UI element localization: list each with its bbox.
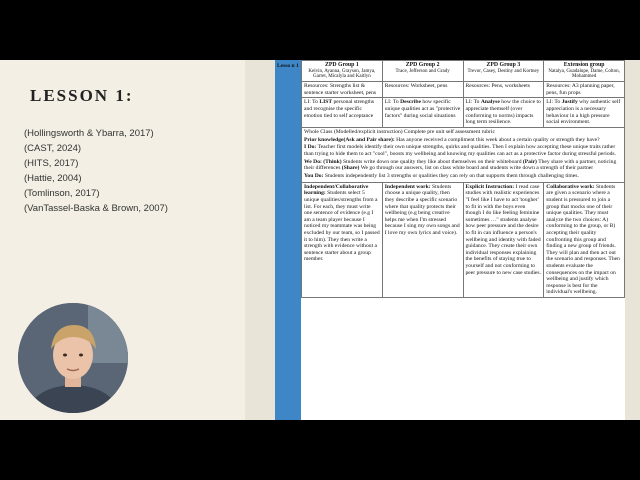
group-header-row — [302, 61, 625, 82]
activity-cell: Independent work: Students choose a unique quality, then they describe a specific scenario where that quality protects their wellbeing (e.g being creative helps me when I'm stressed because I sing my own songs and I love my own lyrics and voice). — [382, 182, 463, 297]
presenter-image — [18, 303, 128, 413]
group-header: ZPD Group 1 Kelvin, Ayanna, Grayson, Jamya, Garret, Micalyla and Kaitlyn — [302, 61, 383, 82]
slide-left-panel — [0, 60, 245, 420]
reference-list — [24, 126, 168, 216]
activity-cell: Independent/Collaborative learning: Students select 5 unique qualities/strengths from a list. For each, they must write one sentence of evidence (e.g I am a team player because I noticed my teammate was being excluded by our team, so I passed it to him). They then write a strength with evidence without a sentence starter about a group member. — [302, 182, 383, 297]
resources-cell: Resources: A3 planning paper, pens, fun props — [544, 82, 625, 98]
group-header: ZPD Group 3 Trevor, Casey, Destiny and Kortney — [463, 61, 544, 82]
learning-intention-row — [302, 98, 625, 127]
lesson-title: LESSON 1: — [30, 86, 134, 105]
whole-class-intro: Whole Class (Modelled/explicit instruction) Complete pre unit self assessment rubric — [304, 128, 495, 135]
group-header: ZPD Group 2 Trace, Jefferson and Grady — [382, 61, 463, 82]
whole-class-cell — [302, 127, 625, 182]
reference-item: (Tomlinson, 2017) — [24, 188, 100, 199]
resources-cell: Resources: Strengths list & sentence starter worksheet, pens — [302, 82, 383, 98]
lesson-plan-document — [275, 60, 625, 420]
activities-row — [302, 182, 625, 297]
learning-intention-cell: LI: To LIST personal strengths and recognise the specific emotion tied to self acceptance — [302, 98, 383, 127]
activity-cell: Explicit Instruction: I read case studies with realistic experiences "I feel like I have to act 'tougher' to fit in with the boys even though I do like feeling feminine sometimes …" students analyse how peer pressure and the desire to fit in can influence a person's wellbeing and identity with faded guidance. They create their own individual responses explaining the benefits of staying true to yourself and not conforming to peer pressure to new case studies. — [463, 182, 544, 297]
reference-item: (HITS, 2017) — [24, 158, 79, 169]
learning-intention-cell: LI: To Justify why authentic self appreciation is a necessary behaviour in a high pressure social environment. — [544, 98, 625, 127]
lesson-label: Lesso n 1 — [277, 63, 299, 69]
lesson-column — [275, 60, 301, 420]
lesson-plan-table — [301, 60, 625, 298]
resources-cell: Resources: Worksheet, pens — [382, 82, 463, 98]
learning-intention-cell: LI: To Describe how specific unique qualities act as "protective factors" during social situations — [382, 98, 463, 127]
document-viewer — [245, 60, 640, 420]
reference-item: (VanTassel-Baska & Brown, 2007) — [24, 203, 168, 214]
i-do: I Do: Teacher first models identify their own unique strengths, quirks and qualities. Then I explain how accepting these unique traits rather than trying to hide them to act "cool", boosts my wellbeing and knowing my qualities can act as a protective factor during stressful periods. — [304, 144, 616, 157]
you-do: You Do: Students independently list 3 strengths or qualities they can rely on that supports them through challenging times. — [304, 173, 579, 180]
reference-item: (Hollingsworth & Ybarra, 2017) — [24, 128, 154, 139]
presenter-webcam-avatar — [18, 303, 128, 413]
prior-knowledge: Prior knowledge(Ask and Pair share): Has anyone received a compliment this week about a certain quality or strength they have? — [304, 136, 600, 143]
reference-item: (Hattie, 2004) — [24, 173, 82, 184]
group-header: Extension group Natalya, Guadalupe, Dame, Colton, Mohammed — [544, 61, 625, 82]
resources-row — [302, 82, 625, 98]
learning-intention-cell: LI: To Analyse how the choice to appreciate themself (over conforming to norms) impacts long term resilience. — [463, 98, 544, 127]
resources-cell: Resources: Pens, worksheets — [463, 82, 544, 98]
we-do: We Do: (Think) Students write down one quality they like about themselves on their whiteboard (Pair) They share with a partner, noticing their differences (Share) We go through our answers, list on class white board and students write down a strength of their partner — [304, 158, 617, 172]
activity-cell: Collaborative work: Students are given a scenario where a student is pressured to join a group that mocks one of their unique qualities. They must analyze the two choices: A) conforming to the group, or B) accepting their quality confronting this group and finding a new group of friends. They will plan and then act out the scenario and responses. Then students evaluate the consequences on the impact on wellbeing and justify which response is best for the individual's wellbeing. — [544, 182, 625, 297]
whole-class-row — [302, 127, 625, 182]
reference-item: (CAST, 2024) — [24, 143, 82, 154]
presentation-slide — [0, 60, 640, 420]
